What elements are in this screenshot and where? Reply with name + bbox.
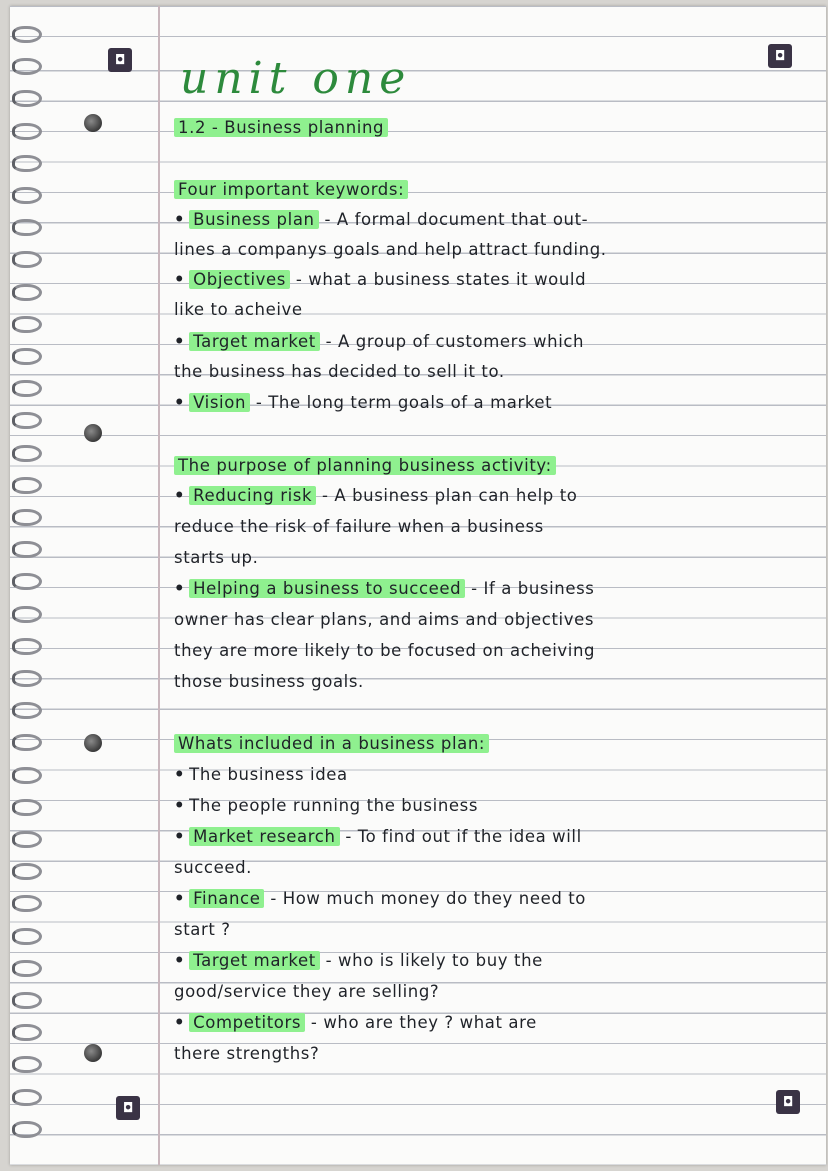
list-item-continued: succeed. [174,858,253,877]
list-item: • Competitors - who are they ? what are [174,1013,537,1032]
spiral-coil [12,992,42,1009]
spiral-coil [12,187,42,204]
list-item-continued: they are more likely to be focused on acheiving [174,641,596,660]
spiral-coil [12,251,42,268]
spiral-coil [12,316,42,333]
list-item-continued: lines a companys goals and help attract funding. [174,240,607,259]
page-title: unit one [180,53,412,104]
list-item: • Target market - who is likely to buy the [174,951,543,970]
margin-line [158,6,160,1165]
spiral-coil [12,348,42,365]
spiral-coil [12,799,42,816]
spiral-coil [12,412,42,429]
list-item-continued: start ? [174,920,231,939]
spiral-coil [12,445,42,462]
spiral-coil [12,477,42,494]
brand-logo-icon: ◘ [768,44,792,68]
list-item-continued: reduce the risk of failure when a business [174,517,544,536]
list-item-continued: like to acheive [174,300,303,319]
spiral-coil [12,670,42,687]
list-item: • Market research - To find out if the idea will [174,827,582,846]
spiral-coil [12,638,42,655]
punch-hole [84,424,102,442]
list-item: • Vision - The long term goals of a market [174,393,553,412]
list-item-continued: those business goals. [174,672,364,691]
list-item: • The people running the business [174,796,479,815]
spiral-coil [12,1121,42,1138]
spiral-coil [12,863,42,880]
spiral-coil [12,541,42,558]
list-item: • The business idea [174,765,348,784]
punch-hole [84,114,102,132]
spiral-coil [12,90,42,107]
list-item: • Objectives - what a business states it would [174,270,587,289]
spiral-coil [12,1089,42,1106]
spiral-coil [12,960,42,977]
brand-logo-icon: ◘ [108,48,132,72]
list-item: • Business plan - A formal document that out- [174,210,589,229]
punch-hole [84,734,102,752]
spiral-coil [12,767,42,784]
list-item-continued: the business has decided to sell it to. [174,362,505,381]
list-item-continued: owner has clear plans, and aims and objectives [174,610,595,629]
spiral-coil [12,509,42,526]
spiral-coil [12,928,42,945]
spiral-coil [12,155,42,172]
spiral-coil [12,573,42,590]
spiral-coil [12,606,42,623]
brand-logo-icon: ◘ [116,1096,140,1120]
spiral-coil [12,26,42,43]
notebook-page [10,6,826,1165]
spiral-coil [12,219,42,236]
spiral-coil [12,734,42,751]
list-item: • Target market - A group of customers which [174,332,585,351]
spiral-binding-icon [10,26,56,1156]
spiral-coil [12,895,42,912]
section-heading: 1.2 - Business planning [174,118,388,137]
included-heading: Whats included in a business plan: [174,734,489,753]
list-item: • Finance - How much money do they need to [174,889,587,908]
keywords-heading: Four important keywords: [174,180,408,199]
purpose-heading: The purpose of planning business activity: [174,456,556,475]
list-item-continued: good/service they are selling? [174,982,440,1001]
list-item-continued: starts up. [174,548,259,567]
list-item: • Helping a business to succeed - If a business [174,579,595,598]
list-item-continued: there strengths? [174,1044,320,1063]
spiral-coil [12,831,42,848]
brand-logo-icon: ◘ [776,1090,800,1114]
spiral-coil [12,1056,42,1073]
spiral-coil [12,284,42,301]
spiral-coil [12,58,42,75]
punch-hole [84,1044,102,1062]
spiral-coil [12,1024,42,1041]
list-item: • Reducing risk - A business plan can help to [174,486,578,505]
spiral-coil [12,702,42,719]
spiral-coil [12,123,42,140]
spiral-coil [12,380,42,397]
